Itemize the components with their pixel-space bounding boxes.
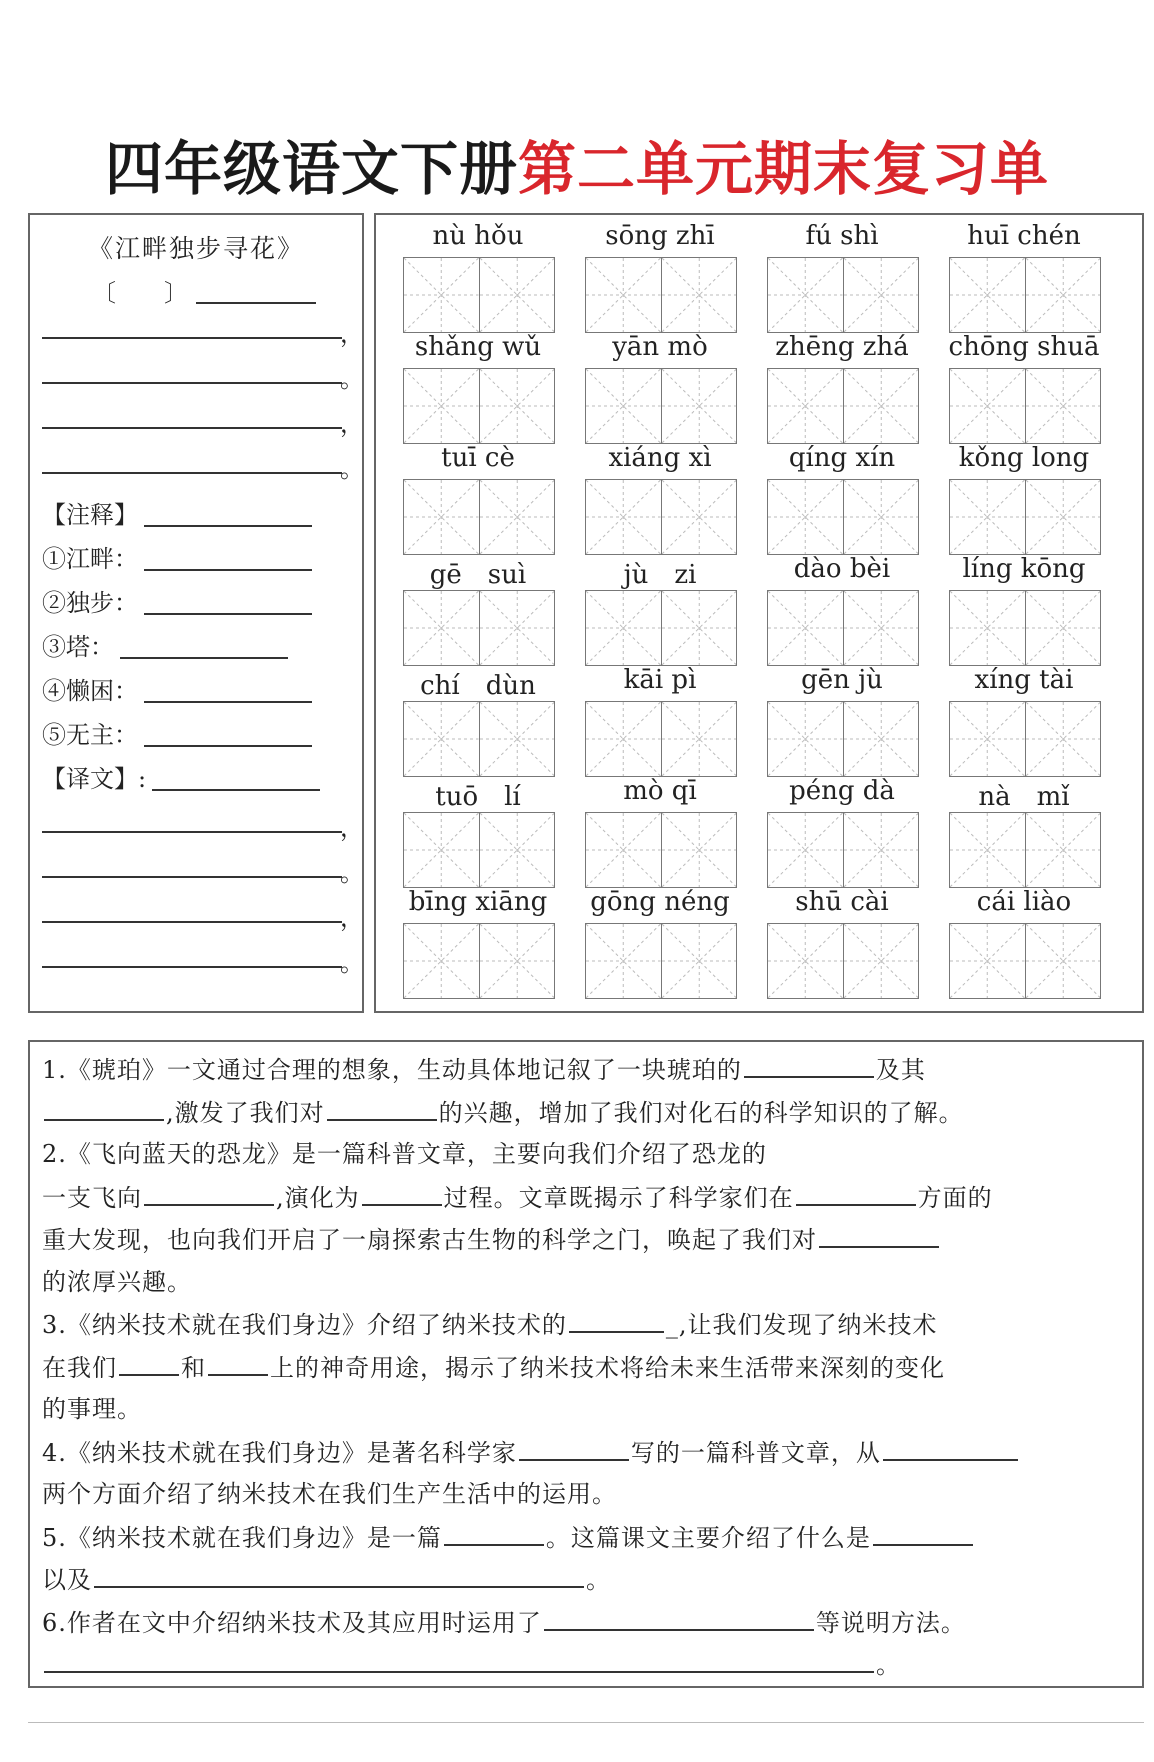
pinyin-cell [580,887,740,995]
pinyin-cell [944,221,1104,329]
character-square[interactable] [950,924,1026,998]
character-square[interactable] [768,702,844,776]
question-line [42,1224,941,1255]
punctuation: 。 [340,949,364,977]
character-square[interactable] [404,258,480,332]
pinyin-cell [762,332,922,440]
poem-line-blank[interactable] [42,309,364,348]
poem-title: 《江畔独步寻花》 [87,234,304,263]
writing-grid[interactable] [585,368,737,444]
punctuation: 。 [340,365,364,393]
character-square[interactable] [480,258,555,332]
question-text: 方面的 [917,1183,993,1212]
character-square[interactable] [768,258,844,332]
question-line [42,1394,142,1424]
character-square[interactable] [404,702,480,776]
pinyin-label: sōng zhī [605,221,715,251]
note-row [42,583,312,618]
pinyin-label: zhēng zhá [775,332,909,362]
character-square[interactable] [404,369,480,443]
question-text: ,激发了我们对 [166,1098,325,1127]
pinyin-cell [580,665,740,773]
question-line [42,1139,767,1169]
punctuation: 。 [340,455,364,483]
pinyin-label: mò qī [623,776,697,806]
character-square[interactable] [404,591,480,665]
pinyin-label: tuī cè [441,443,515,473]
page-title [0,122,1154,206]
question-line [42,1182,993,1213]
character-square[interactable] [844,258,919,332]
answer-blank[interactable] [569,1309,664,1333]
character-square[interactable] [1026,258,1101,332]
pinyin-cell [762,554,922,662]
questions-panel [28,1040,1144,1688]
punctuation: ， [340,904,364,932]
pinyin-cell [398,554,558,662]
note-blank[interactable] [144,727,312,747]
poem-panel [28,213,364,1013]
character-square[interactable] [586,480,662,554]
pinyin-label: líng kōng [962,554,1086,584]
question-line [42,1649,901,1680]
pinyin-label: cái liào [976,887,1072,917]
question-text: 1.《琥珀》一文通过合理的想象，生动具体地记叙了一块琥珀的 [42,1056,742,1084]
pinyin-label: fú shì [805,221,879,251]
note-row [42,539,312,574]
answer-blank[interactable] [883,1437,1018,1461]
pinyin-cell [944,887,1104,995]
writing-grid[interactable] [949,701,1101,777]
answer-blank[interactable] [94,1564,584,1588]
author-blank[interactable] [196,286,316,304]
answer-blank[interactable] [44,1097,164,1121]
character-square[interactable] [586,369,662,443]
pinyin-label: nà mǐ [978,782,1070,812]
question-text: ,演化为 [276,1183,360,1212]
pinyin-cell [944,665,1104,773]
translation-line-blank[interactable] [42,848,364,887]
character-square[interactable] [662,924,737,998]
pinyin-label: tuō lí [435,782,521,812]
answer-blank[interactable] [519,1437,629,1461]
pinyin-cell [944,554,1104,662]
writing-grid[interactable] [585,923,737,999]
question-text: 过程。文章既揭示了科学家们在 [443,1183,794,1212]
notes-header [42,495,312,530]
writing-grid[interactable] [585,590,737,666]
note-label: ①江畔： [42,545,138,573]
pinyin-cell [762,887,922,995]
answer-blank[interactable] [544,1607,814,1631]
character-square[interactable] [1026,369,1101,443]
note-row [42,715,312,750]
writing-grid[interactable] [949,479,1101,555]
question-line [42,1054,926,1085]
poem-line-blank[interactable] [42,399,364,438]
pinyin-label: bīng xiāng [408,887,548,917]
question-line [42,1097,964,1128]
question-line [42,1522,975,1553]
pinyin-cell [762,221,922,329]
question-text: 重大发现，也向我们开启了一扇探索古生物的科学之门，唤起了我们对 [42,1226,817,1254]
character-square[interactable] [950,258,1026,332]
pinyin-cell [762,443,922,551]
character-square[interactable] [1026,924,1101,998]
question-text: 的浓厚兴趣。 [42,1267,192,1296]
character-square[interactable] [480,480,555,554]
notes-label: 【注释】 [42,501,138,529]
character-square[interactable] [586,258,662,332]
character-square[interactable] [844,702,919,776]
pinyin-label: kǒng long [958,443,1090,473]
answer-blank[interactable] [819,1224,939,1248]
translation-blank[interactable] [152,771,320,791]
translation-line-blank[interactable] [42,938,364,977]
question-line [42,1267,192,1297]
character-square[interactable] [768,591,844,665]
question-text: 。这篇课文主要介绍了什么是 [545,1523,871,1552]
pinyin-panel [374,213,1144,1013]
punctuation: ， [340,814,364,842]
character-square[interactable] [950,369,1026,443]
character-square[interactable] [1026,813,1101,887]
writing-grid[interactable] [403,701,555,777]
answer-blank[interactable] [327,1097,437,1121]
character-square[interactable] [662,369,737,443]
character-square[interactable] [404,480,480,554]
character-square[interactable] [662,702,737,776]
writing-grid[interactable] [585,257,737,333]
question-text: 一支飞向 [42,1183,142,1212]
pinyin-label: chí dùn [420,671,536,701]
pinyin-cell [398,665,558,773]
question-text: 写的一篇科普文章，从 [630,1438,881,1467]
character-square[interactable] [586,924,662,998]
answer-blank[interactable] [744,1054,874,1078]
character-square[interactable] [662,480,737,554]
question-text: 2.《飞向蓝天的恐龙》是一篇科普文章，主要向我们介绍了恐龙的 [42,1140,767,1168]
character-square[interactable] [404,924,480,998]
writing-grid[interactable] [949,812,1101,888]
answer-blank[interactable] [362,1182,442,1206]
punctuation: ， [340,410,364,438]
pinyin-cell [580,332,740,440]
character-square[interactable] [586,702,662,776]
pinyin-label: chōng shuā [948,332,1100,362]
character-square[interactable] [480,591,555,665]
pinyin-cell [580,443,740,551]
writing-grid[interactable] [403,368,555,444]
character-square[interactable] [662,258,737,332]
question-text: 3.《纳米技术就在我们身边》介绍了纳米技术的 [42,1311,567,1339]
writing-grid[interactable] [767,257,919,333]
note-label: ③塔： [42,633,114,661]
pinyin-cell [580,776,740,884]
note-blank[interactable] [144,507,312,527]
pinyin-label: gē suì [429,560,527,590]
writing-grid[interactable] [767,590,919,666]
translation-label: 【译文】: [42,765,147,793]
pinyin-label: péng dà [789,776,895,806]
pinyin-label: kāi pì [623,665,697,695]
character-square[interactable] [950,702,1026,776]
poem-line-blank[interactable] [42,354,364,393]
note-blank[interactable] [144,595,312,615]
answer-blank[interactable] [119,1352,179,1376]
question-text: 及其 [875,1056,926,1084]
question-line [42,1564,611,1595]
punctuation: ， [340,320,364,348]
writing-grid[interactable] [585,812,737,888]
punctuation: 。 [340,859,364,887]
question-text: 6.作者在文中介绍纳米技术及其应用时运用了 [42,1608,542,1637]
writing-grid[interactable] [403,590,555,666]
pinyin-cell [762,776,922,884]
character-square[interactable] [1026,702,1101,776]
pinyin-cell [580,554,740,662]
translation-header [42,759,320,794]
writing-grid[interactable] [949,368,1101,444]
character-square[interactable] [662,813,737,887]
question-line [42,1309,938,1340]
character-square[interactable] [480,813,555,887]
question-text: 上的神奇用途，揭示了纳米技术将给未来生活带来深刻的变化 [270,1353,945,1382]
pinyin-cell [944,776,1104,884]
question-text: 两个方面介绍了纳米技术在我们生产生活中的运用。 [42,1480,617,1508]
author-bracket: 〔 〕 [92,279,188,307]
writing-grid[interactable] [767,812,919,888]
answer-blank[interactable] [873,1522,973,1546]
writing-grid[interactable] [949,923,1101,999]
character-square[interactable] [586,591,662,665]
character-square[interactable] [950,591,1026,665]
character-square[interactable] [586,813,662,887]
pinyin-cell [398,332,558,440]
question-line [42,1352,945,1383]
title-red-part: 第二单元期末复习单 [518,135,1050,203]
writing-grid[interactable] [585,701,737,777]
pinyin-label: qíng xín [788,443,896,473]
character-square[interactable] [480,369,555,443]
note-blank[interactable] [120,639,288,659]
note-label: ②独步： [42,589,138,617]
character-square[interactable] [844,369,919,443]
note-blank[interactable] [144,551,312,571]
footer-rule [28,1722,1144,1723]
pinyin-cell [580,221,740,329]
question-line [42,1479,617,1509]
pinyin-label: gōng néng [590,887,730,917]
pinyin-cell [398,887,558,995]
pinyin-cell [944,443,1104,551]
pinyin-label: xíng tài [974,665,1074,695]
question-text: 以及 [42,1566,92,1594]
pinyin-label: yān mò [612,332,708,362]
character-square[interactable] [768,369,844,443]
title-black-part: 四年级语文下册 [104,135,518,203]
translation-line-blank[interactable] [42,893,364,932]
question-text: 在我们 [42,1353,117,1382]
question-text: 。 [876,1651,901,1679]
question-text: 的兴趣，增加了我们对化石的科学知识的了解。 [438,1098,964,1127]
question-text: 5.《纳米技术就在我们身边》是一篇 [42,1523,442,1552]
writing-grid[interactable] [585,479,737,555]
character-square[interactable] [1026,480,1101,554]
note-label: ⑤无主： [42,721,138,749]
pinyin-cell [398,776,558,884]
character-square[interactable] [950,813,1026,887]
question-text: 等说明方法。 [815,1608,966,1637]
character-square[interactable] [480,924,555,998]
writing-grid[interactable] [767,368,919,444]
character-square[interactable] [768,480,844,554]
writing-grid[interactable] [403,257,555,333]
pinyin-label: gēn jù [801,665,883,695]
character-square[interactable] [768,813,844,887]
character-square[interactable] [844,924,919,998]
writing-grid[interactable] [949,257,1101,333]
note-row [42,671,312,706]
answer-blank[interactable] [444,1522,544,1546]
pinyin-cell [762,665,922,773]
pinyin-label: shū cài [795,887,889,917]
writing-grid[interactable] [403,479,555,555]
pinyin-label: huī chén [967,221,1081,251]
pinyin-label: nù hǒu [432,221,524,251]
question-text: 的事理。 [42,1395,142,1423]
writing-grid[interactable] [767,479,919,555]
writing-grid[interactable] [949,590,1101,666]
answer-blank[interactable] [144,1182,274,1206]
note-label: ④懒困： [42,677,138,705]
writing-grid[interactable] [767,923,919,999]
character-square[interactable] [480,702,555,776]
pinyin-cell [398,443,558,551]
translation-line-blank[interactable] [42,803,364,842]
pinyin-label: dào bèi [793,554,891,584]
note-blank[interactable] [144,683,312,703]
pinyin-label: xiáng xì [608,443,712,473]
character-square[interactable] [404,813,480,887]
question-text: 。 [586,1566,611,1594]
question-text: 4.《纳米技术就在我们身边》是著名科学家 [42,1438,517,1467]
poem-line-blank[interactable] [42,444,364,483]
character-square[interactable] [662,591,737,665]
character-square[interactable] [844,480,919,554]
pinyin-label: shǎng wǔ [414,332,542,362]
answer-blank[interactable] [208,1352,268,1376]
pinyin-cell [944,332,1104,440]
writing-grid[interactable] [403,923,555,999]
poem-author-row [92,273,316,308]
question-line [42,1607,966,1638]
note-row [42,627,288,662]
character-square[interactable] [844,813,919,887]
question-text: _,让我们发现了纳米技术 [665,1311,938,1339]
character-square[interactable] [768,924,844,998]
character-square[interactable] [844,591,919,665]
character-square[interactable] [1026,591,1101,665]
answer-blank[interactable] [796,1182,916,1206]
pinyin-label: jù zi [623,560,697,590]
writing-grid[interactable] [403,812,555,888]
writing-grid[interactable] [767,701,919,777]
question-line [42,1437,1020,1468]
question-text: 和 [181,1353,206,1382]
answer-blank[interactable] [44,1649,874,1673]
character-square[interactable] [950,480,1026,554]
pinyin-cell [398,221,558,329]
